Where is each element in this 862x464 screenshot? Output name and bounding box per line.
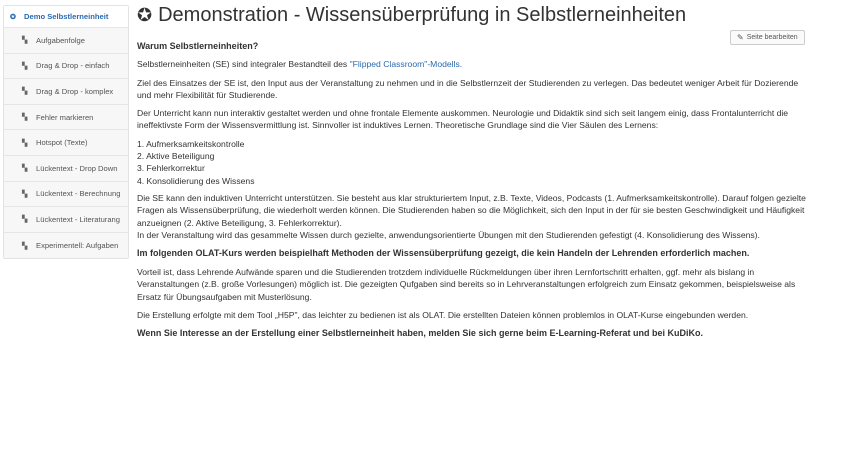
page-content — [137, 40, 812, 346]
sidebar-item-aufgabenfolge[interactable] — [4, 28, 128, 54]
section-heading: Warum Selbstlerneinheiten? — [137, 41, 259, 51]
paragraph-emphasis: Im folgenden OLAT-Kurs werden beispielhaft Methoden der Wissensüberprüfung gezeigt, die kein Handeln der Lehrenden erforderlich machen. — [137, 248, 750, 259]
paragraph: Vorteil ist, dass Lehrende Aufwände sparen und die Studierenden trotzdem individuelle Rückmeldungen über ihren Lernfortschritt erhalten, ggf. mehr als bislang in Veranstaltungen (z.B. große Vorlesungen) möglich ist. Die gezeigten Qufgaben sind bereits so in Lehrveranstaltungen erfolgreich zum Einsatz gekommen, beispielsweise als Ersatz für Übungsaufgaben mit Musterlösung. — [137, 267, 796, 302]
numbered-list — [137, 138, 812, 187]
paragraph: Ziel des Einsatzes der SE ist, den Input aus der Veranstaltung zu nehmen und in die Selbstlernzeit der Studierenden zu verlegen. Das bedeutet weniger Arbeit für Dozierende und mehr Flexibilität für Studierende. — [137, 77, 799, 100]
edit-icon: ✎ — [737, 33, 744, 42]
sidebar-item-label: Demo Selbstlerneinheit — [24, 12, 109, 21]
h5p-icon: ▚ — [22, 114, 28, 122]
sidebar-item-label: Experimentell: Aufgaben — [36, 241, 119, 251]
sidebar-item-label: Drag & Drop - komplex — [36, 86, 114, 96]
sidebar-item-drag-drop-komplex[interactable] — [4, 79, 128, 105]
page-title — [137, 2, 686, 28]
sidebar-item-drag-drop-einfach[interactable] — [4, 54, 128, 80]
h5p-icon: ▚ — [22, 37, 28, 45]
sidebar-item-label: Drag & Drop - einfach — [36, 61, 110, 71]
sidebar-item-lueckentext-literaturang[interactable] — [4, 207, 128, 233]
paragraph: Der Unterricht kann nun interaktiv gestaltet werden und ohne frontale Elemente auskommen. Neurologie und Didaktik sind sich seit langem einig, dass Frontalunterricht die ineffektivste Form der Wissensvermittlung ist. Sinnvoller ist induktives Lernen. Theoretische Grundlage sind die Vier Säulen des Lernens: — [137, 108, 789, 131]
paragraph-text: In der Veranstaltung wird das gesammelte Wissen durch gezielte, anwendungsorientierte Übungen mit den Studierenden gefestigt (4. Konsolidierung des Wissens). — [137, 229, 760, 240]
sidebar-item-label: Lückentext - Drop Down — [36, 163, 118, 173]
sidebar-item-lueckentext-berechnung[interactable] — [4, 182, 128, 208]
sidebar-item-lueckentext-drop-down[interactable] — [4, 156, 128, 182]
h5p-icon: ▚ — [22, 242, 28, 250]
sidebar-item-label: Lückentext - Literaturang — [36, 214, 121, 224]
paragraph — [137, 192, 812, 241]
paragraph-emphasis: Wenn Sie Interesse an der Erstellung einer Selbstlerneinheit haben, melden Sie sich gerne beim E-Learning-Referat und bei KuDiKo. — [137, 328, 703, 339]
h5p-icon: ▚ — [22, 190, 28, 198]
h5p-icon: ▚ — [22, 216, 28, 224]
h5p-icon: ▚ — [22, 62, 28, 70]
sidebar-item-demo-selbstlerneinheit[interactable] — [4, 6, 128, 28]
h5p-icon: ▚ — [22, 88, 28, 96]
edit-page-label: Seite bearbeiten — [746, 34, 798, 41]
course-sidebar — [3, 5, 129, 259]
h5p-icon: ▚ — [22, 139, 28, 147]
sidebar-item-hotspot-texte[interactable] — [4, 130, 128, 156]
page-title-text: Demonstration - Wissensüberprüfung in Selbstlerneinheiten — [158, 3, 687, 26]
course-icon: ✪ — [10, 13, 16, 21]
paragraph — [137, 58, 812, 70]
list-item: 4. Konsolidierung des Wissens — [137, 175, 255, 186]
sidebar-item-label: Lückentext - Berechnung — [36, 189, 121, 199]
sidebar-item-label: Hotspot (Texte) — [36, 138, 88, 148]
sidebar-item-label: Fehler markieren — [36, 112, 94, 122]
course-icon: ✪ — [137, 4, 153, 25]
sidebar-item-fehler-markieren[interactable] — [4, 105, 128, 131]
h5p-icon: ▚ — [22, 165, 28, 173]
paragraph: Die Erstellung erfolgte mit dem Tool „H5P", das leichter zu bedienen ist als OLAT. Die erstellten Dateien können problemlos in OLAT-Kurse eingebunden werden. — [137, 310, 749, 321]
sidebar-item-experimentell-aufgaben[interactable] — [4, 233, 128, 259]
list-item: 2. Aktive Beteiligung — [137, 151, 215, 162]
paragraph-text: Selbstlerneinheiten (SE) sind integraler Bestandteil des — [137, 59, 350, 70]
sidebar-item-label: Aufgabenfolge — [36, 35, 85, 45]
paragraph-text: Die SE kann den induktiven Unterricht unterstützen. Sie besteht aus klar strukturiertem Input, z.B. Texte, Videos, Podcasts (1. Aufmerksamkeitskontrolle). Darauf folgen gezielte Fragen als Wissensüberprüfung, die wiederholt werden können. Die Studierenden haben so die Möglichkeit, sich den Input in der für sie besten Geschwindigkeit und Häufigkeit anzueignen (2. Aktive Beteiligung, 3. Fehlerkorrektur). — [137, 192, 806, 228]
flipped-classroom-link[interactable]: "Flipped Classroom"-Modells. — [349, 59, 463, 70]
list-item: 1. Aufmerksamkeitskontrolle — [137, 138, 245, 149]
list-item: 3. Fehlerkorrektur — [137, 163, 205, 174]
